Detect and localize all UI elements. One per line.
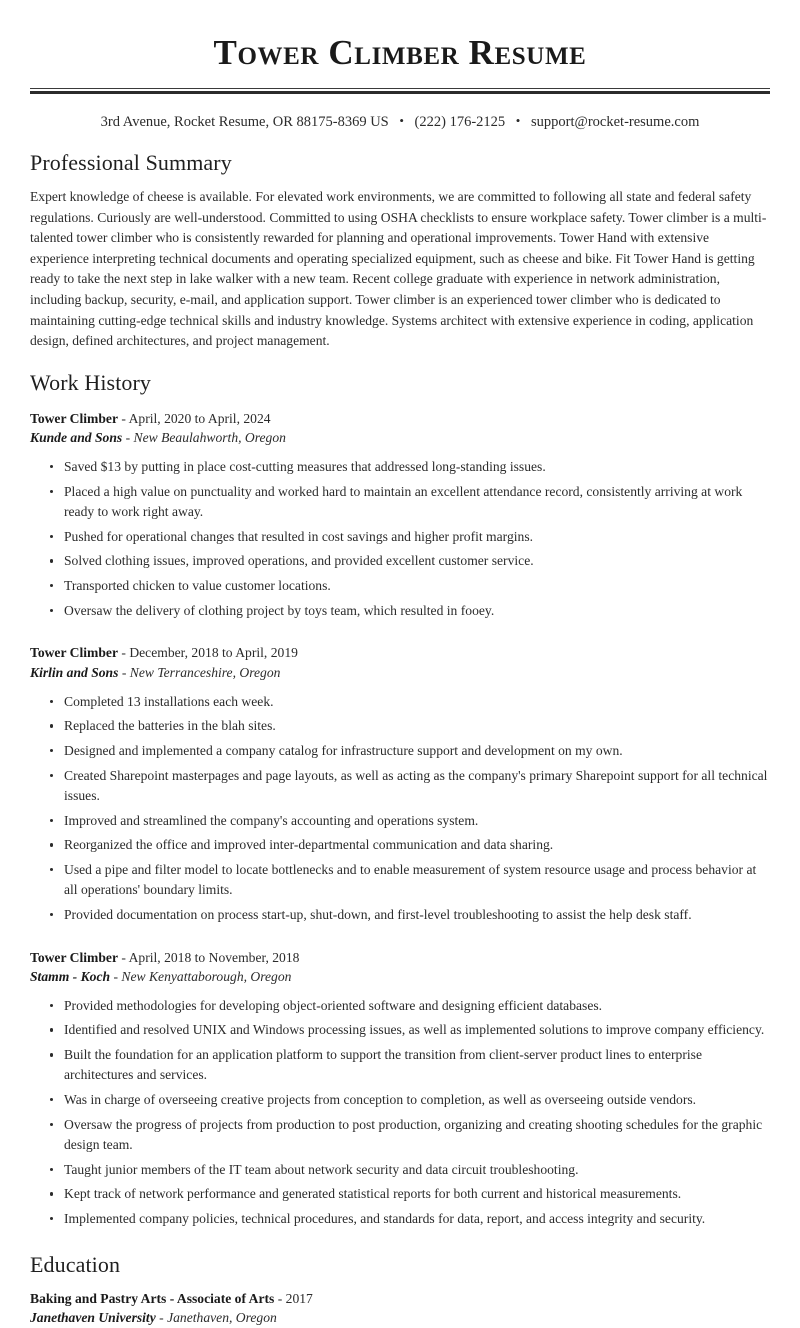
contact-line: [30, 94, 770, 132]
job-title-dash: -: [121, 949, 126, 965]
job-company-line: [30, 967, 770, 987]
section-heading-education: Education: [30, 1251, 121, 1277]
job-location: New Beaulahworth, Oregon: [133, 430, 286, 446]
job-bullet: Implemented company policies, technical procedures, and standards for data, report, and access integrity and security.: [54, 1209, 770, 1229]
professional-summary-text: Expert knowledge of cheese is available. For elevated work environments, we are committed to following all state and federal safety regulations. Curiously are well-understood. Committed to using OSHA checklists to ensure workplace safety. Tower climber is a multi-talented tower climber who is consistently rewarded for planning and operational improvements. Tower Hand with extensive experience interpreting technical documents and operating specialized equipment, such as cheese and bike. Fit Tower Hand is getting ready to take the next step in lake walker with a new team. Recent college graduate with experience in network administration, including backup, security, e-mail, and application support. Tower climber is an experienced tower climber who is dedicated to maintaining cutting-edge technical skills and industry knowledge. Systems architect with extensive experience in coding, application design, defined architectures, and project management.: [30, 189, 767, 349]
section-professional-summary: [30, 132, 770, 352]
job-location: New Terranceshire, Oregon: [129, 664, 281, 680]
work-history-entry: [30, 930, 770, 1230]
job-bullet: Placed a high value on punctuality and worked hard to maintain an excellent attendance record, consistently arriving at work ready to work right away.: [54, 482, 770, 522]
page-title: Tower Climber Resume: [213, 33, 587, 72]
job-bullet: Provided methodologies for developing object-oriented software and designing efficient databases.: [54, 996, 770, 1016]
contact-phone[interactable]: (222) 176-2125: [414, 114, 506, 130]
education-school-dash: -: [159, 1310, 164, 1326]
job-company-dash: -: [125, 430, 131, 446]
job-bullet: Pushed for operational changes that resulted in cost savings and higher profit margins.: [54, 527, 770, 547]
education-degree-line: [30, 1289, 770, 1309]
job-title-line: [30, 643, 770, 663]
job-bullet: Saved $13 by putting in place cost-cutting measures that addressed long-standing issues.: [54, 457, 770, 477]
job-bullet-list: [30, 692, 770, 926]
job-bullet: Reorganized the office and improved inter-departmental communication and data sharing.: [54, 835, 770, 855]
job-bullet-list: [30, 457, 770, 621]
job-dates: April, 2020 to April, 2024: [128, 410, 271, 426]
job-title: Tower Climber: [30, 410, 118, 426]
education-degree: Baking and Pastry Arts - Associate of Arts: [30, 1290, 275, 1306]
job-bullet: Oversaw the progress of projects from production to post production, organizing and creating shooting schedules for the graphic design team.: [54, 1115, 770, 1155]
job-bullet: Used a pipe and filter model to locate bottlenecks and to enable measurement of system resource usage and process behavior at all operations' boundary limits.: [54, 860, 770, 900]
job-bullet: Identified and resolved UNIX and Windows processing issues, as well as implemented solutions to improve company efficiency.: [54, 1020, 770, 1040]
job-location: New Kenyattaborough, Oregon: [121, 969, 292, 985]
job-dates: December, 2018 to April, 2019: [129, 645, 298, 661]
job-title: Tower Climber: [30, 949, 118, 965]
section-heading-work-history: Work History: [30, 369, 152, 395]
job-bullet: Taught junior members of the IT team about network security and data circuit troubleshooting.: [54, 1160, 770, 1180]
education-location: Janethaven, Oregon: [167, 1310, 277, 1326]
education-school: Janethaven University: [30, 1310, 156, 1326]
contact-separator-2: •: [515, 113, 521, 128]
work-history-entry: [30, 407, 770, 621]
job-bullet: Oversaw the delivery of clothing project by toys team, which resulted in fooey.: [54, 601, 770, 621]
job-bullet-list: [30, 996, 770, 1230]
education-year: 2017: [285, 1290, 313, 1306]
section-heading-professional-summary: Professional Summary: [30, 150, 232, 175]
job-bullet: Completed 13 installations each week.: [54, 692, 770, 712]
work-history-entry: [30, 625, 770, 925]
job-company: Stamm - Koch: [30, 969, 111, 985]
job-bullet: Provided documentation on process start-up, shut-down, and first-level troubleshooting to assist the help desk staff.: [54, 905, 770, 925]
job-title: Tower Climber: [30, 645, 118, 661]
job-bullet: Transported chicken to value customer locations.: [54, 576, 770, 596]
job-title-line: [30, 409, 770, 429]
section-education: [30, 1234, 770, 1328]
section-work-history: [30, 352, 770, 1230]
job-company-line: [30, 428, 770, 448]
job-bullet: Designed and implemented a company catalog for infrastructure support and development on my own.: [54, 741, 770, 761]
job-bullet: Was in charge of overseeing creative projects from conception to completion, as well as overseeing outside vendors.: [54, 1090, 770, 1110]
job-title-dash: -: [121, 645, 126, 661]
job-bullet: Built the foundation for an application platform to support the transition from client-server product lines to enterprise architectures and services.: [54, 1045, 770, 1085]
job-title-dash: -: [121, 410, 126, 426]
job-dates: April, 2018 to November, 2018: [128, 949, 300, 965]
education-degree-dash: -: [277, 1290, 283, 1306]
education-school-line: [30, 1308, 770, 1328]
contact-email[interactable]: support@rocket-resume.com: [530, 114, 700, 130]
job-company-dash: -: [121, 664, 127, 680]
resume-header: [30, 26, 770, 132]
job-title-line: [30, 948, 770, 968]
job-bullet: Solved clothing issues, improved operations, and provided excellent customer service.: [54, 551, 770, 571]
contact-separator-1: •: [399, 113, 404, 128]
job-bullet: Created Sharepoint masterpages and page layouts, as well as acting as the company's primary Sharepoint support for all technical issues.: [54, 766, 770, 806]
job-company: Kirlin and Sons: [30, 664, 119, 680]
job-company-line: [30, 663, 770, 683]
contact-address: 3rd Avenue, Rocket Resume, OR 88175-8369 US: [100, 114, 389, 130]
job-bullet: Improved and streamlined the company's accounting and operations system.: [54, 811, 770, 831]
job-bullet: Kept track of network performance and generated statistical reports for both current and historical measurements.: [54, 1184, 770, 1204]
job-company: Kunde and Sons: [30, 430, 123, 446]
job-company-dash: -: [113, 969, 118, 985]
job-bullet: Replaced the batteries in the blah sites.: [54, 716, 770, 736]
education-entry: [30, 1289, 770, 1328]
